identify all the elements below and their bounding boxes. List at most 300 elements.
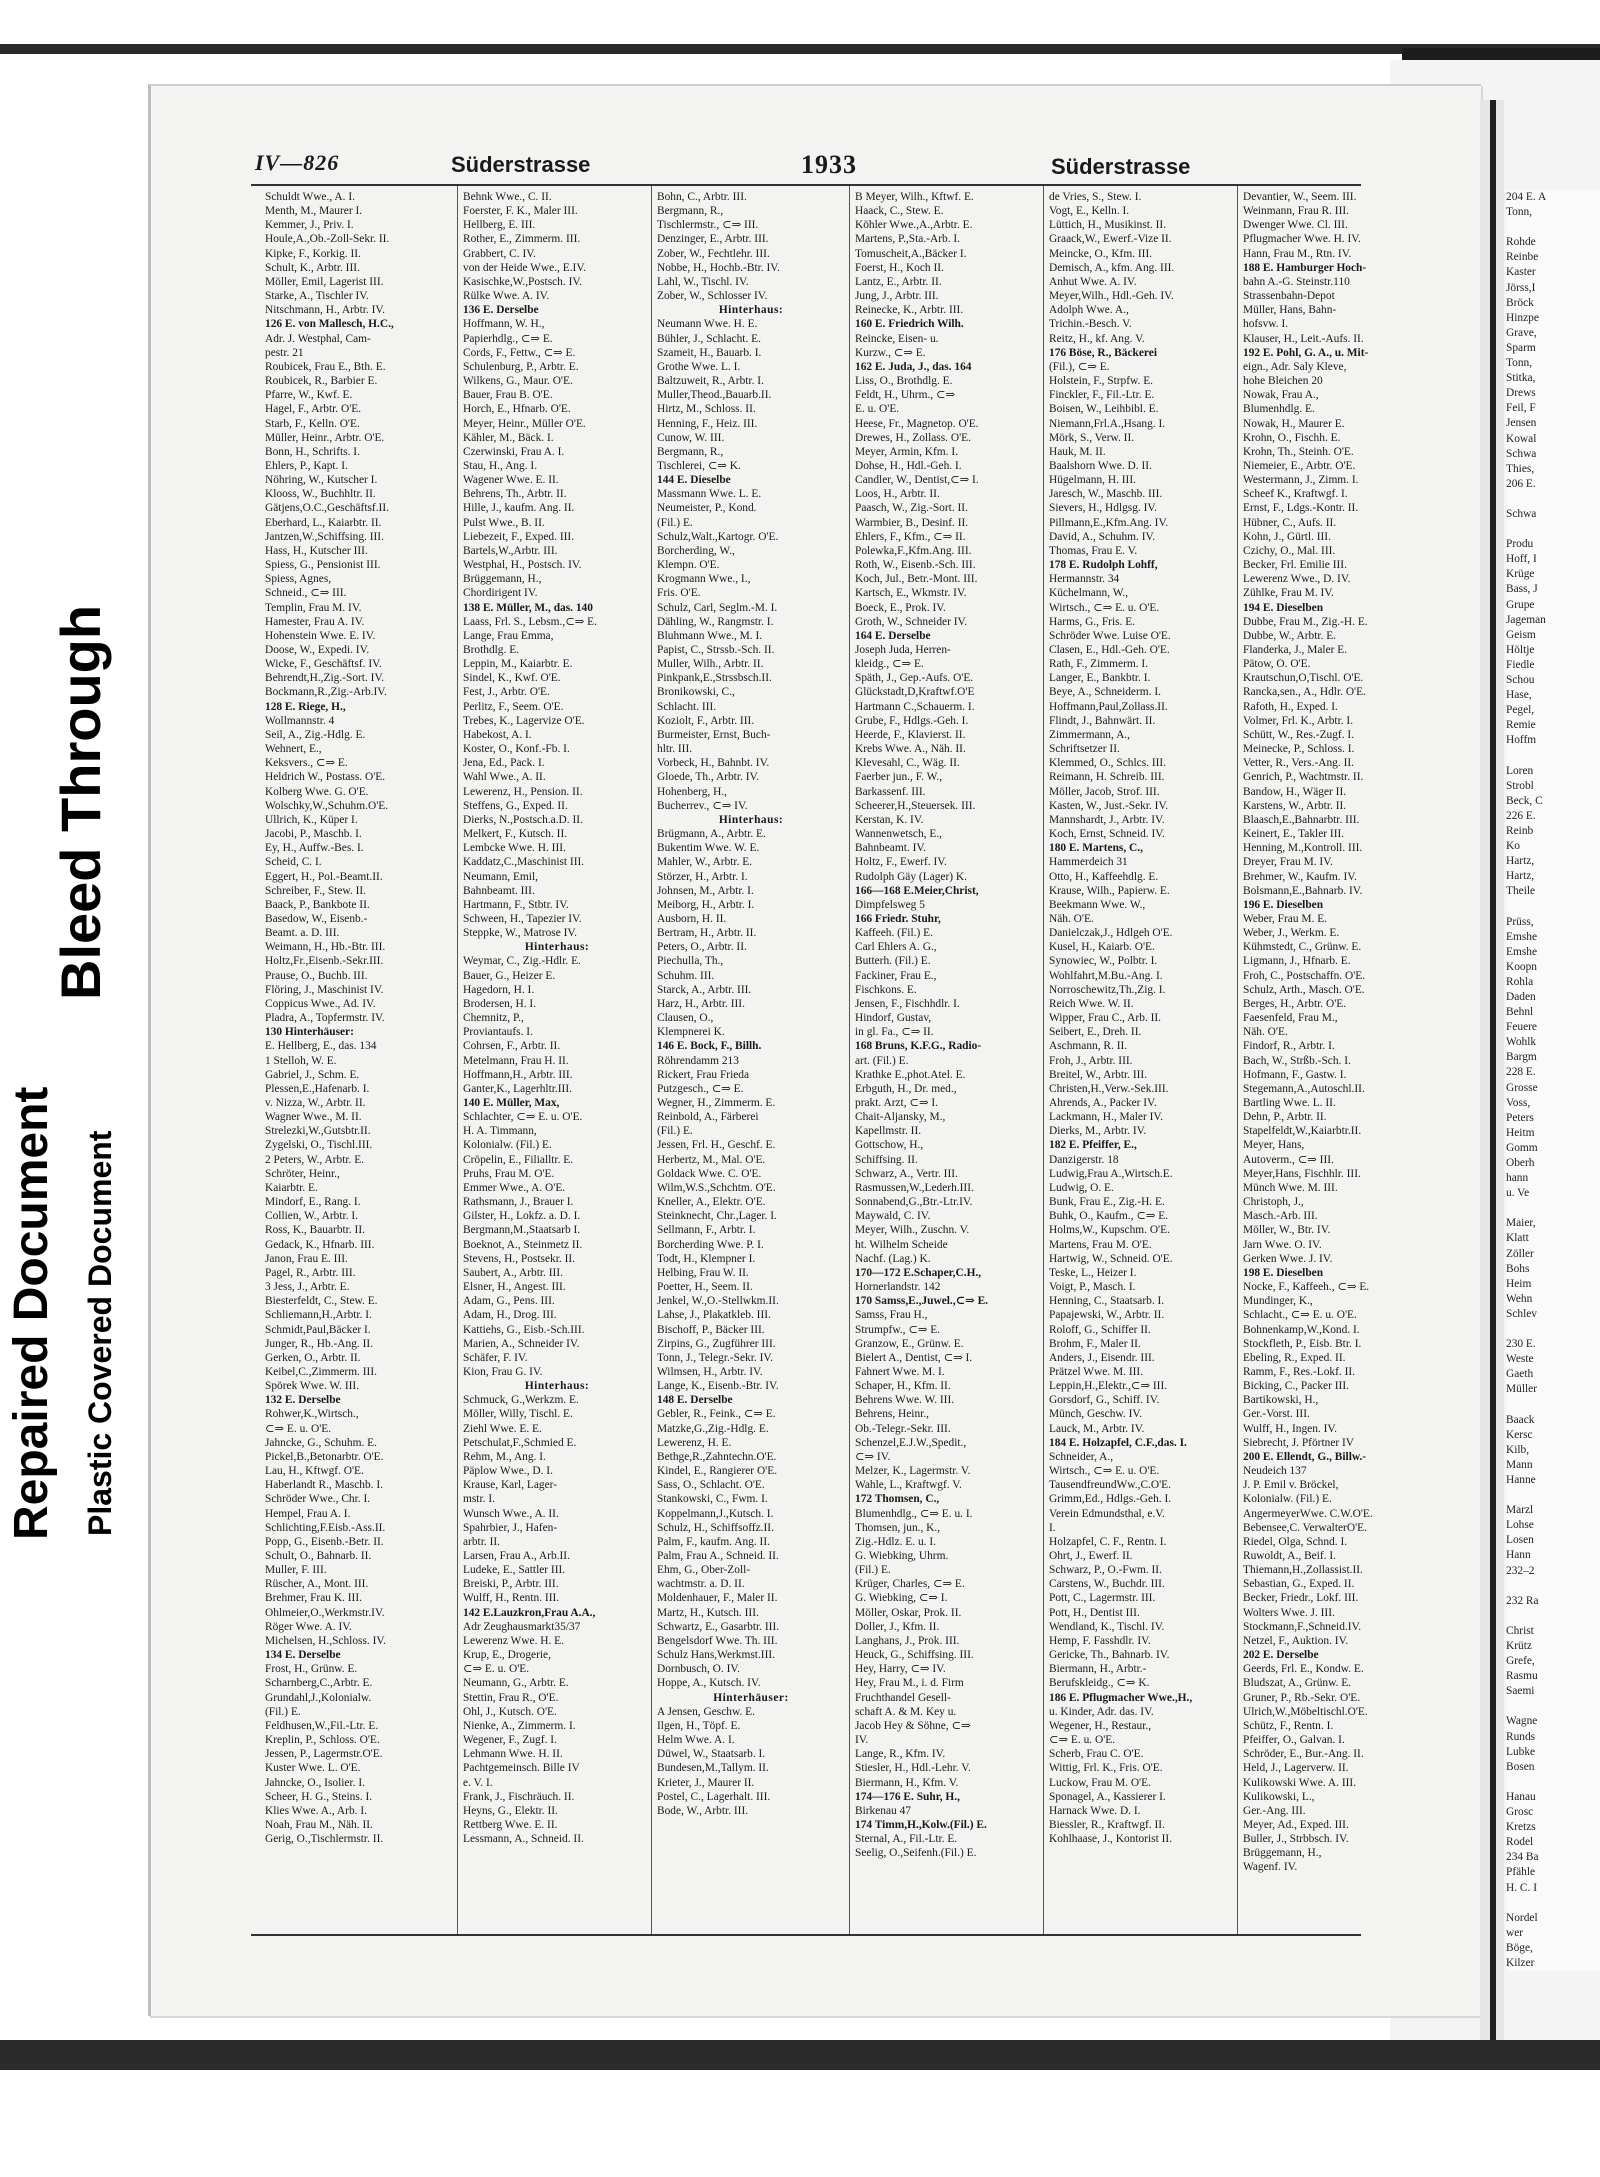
directory-entry: Spiess, Agnes, (265, 573, 332, 586)
directory-entry: Harms, G., Fris. E. (1049, 615, 1136, 628)
directory-entry: Zober, W., Fechtlehr. III. (657, 247, 770, 260)
directory-entry: Wahl Wwe., A. II. (463, 771, 546, 784)
directory-entry: Schreiber, F., Stew. II. (265, 884, 367, 897)
strip-entry (1506, 1488, 1600, 1503)
directory-entry: Müller, Hans, Bahn- (1243, 304, 1337, 317)
directory-entry: Bonn, H., Schrifts. I. (265, 445, 360, 458)
directory-entry: Nachf. (Lag.) K. (855, 1252, 931, 1265)
directory-entry: Flindt, J., Bahnwärt. II. (1049, 714, 1156, 727)
directory-entry: Lau, H., Kftwgf. O'E. (265, 1465, 364, 1478)
strip-entry: 228 E. (1506, 1066, 1536, 1079)
directory-entry: Meinecke, P., Schloss. I. (1243, 743, 1355, 756)
directory-entry: Hann, Frau M., Rtn. IV. (1243, 247, 1352, 260)
directory-entry: Fruchthandel Gesell- (855, 1691, 951, 1704)
directory-entry: Rath, F., Zimmerm. I. (1049, 658, 1149, 671)
directory-entry: Lüttich, H., Musikinst. II. (1049, 219, 1167, 232)
directory-entry: Ger.-Vorst. III. (1243, 1408, 1310, 1421)
strip-entry (1506, 1896, 1600, 1911)
directory-entry: Boeck, E., Prok. IV. (855, 601, 946, 614)
directory-entry: Granzow, E., Grünw. E. (855, 1337, 964, 1350)
directory-entry: Martens, P.,Sta.-Arb. I. (855, 233, 961, 246)
directory-entry: Sass, O., Schlacht. O'E. (657, 1479, 765, 1492)
label-plastic-covered-document: Plastic Covered Document (82, 1130, 118, 1536)
directory-entry: Bohnenkamp,W.,Kond. I. (1243, 1323, 1360, 1336)
directory-entry: Jacob Hey & Söhne, ⊂⇒ (855, 1719, 971, 1732)
directory-entry: Genrich, P., Wachtmstr. II. (1243, 771, 1364, 784)
strip-entry: Losen (1506, 1534, 1534, 1547)
strip-entry: Loren (1506, 764, 1534, 777)
directory-entry: 198 E. Dieselben (1243, 1266, 1324, 1279)
directory-entry: Jessen, P., Lagermstr.O'E. (265, 1748, 383, 1761)
directory-entry: Spörek Wwe. W. III. (265, 1380, 360, 1393)
directory-entry: Gätjens,O.C.,Geschäftsf.II. (265, 502, 389, 515)
directory-entry: Ohrt, J., Ewerf. II. (1049, 1550, 1133, 1562)
directory-entry: Gerig, O.,Tischlermstr. II. (265, 1833, 384, 1846)
directory-entry: Pulst Wwe., B. II. (463, 516, 545, 529)
directory-entry: Glückstadt,D,Kraftwf.O'E (855, 686, 975, 699)
directory-entry: Frost, H., Grünw. E. (265, 1663, 358, 1676)
directory-entry: Hornerlandstr. 142 (855, 1281, 941, 1294)
column-divider (651, 186, 652, 1934)
directory-entry: 2 Peters, W., Arbtr. E. (265, 1153, 365, 1166)
strip-entry: Krüge (1506, 568, 1535, 581)
directory-entry: Schiffsing. II. (855, 1153, 918, 1166)
directory-entry: Boisen, W., Leihbibl. E. (1049, 403, 1159, 416)
directory-entry: Dreyer, Frau M. IV. (1243, 856, 1333, 869)
directory-entry: Harnack Wwe. D. I. (1049, 1804, 1141, 1817)
strip-entry: Tonn, (1506, 357, 1533, 370)
directory-entry: Proviantaufs. I. (463, 1026, 533, 1039)
directory-entry: G. Wiebking, Uhrm. (855, 1550, 949, 1562)
directory-entry: Schröder, E., Bur.-Ang. II. (1243, 1748, 1364, 1761)
directory-entry: Kusel, H., Kaiarb. O'E. (1049, 941, 1155, 954)
directory-entry: Möller, Willy, Tischl. E. (463, 1408, 573, 1421)
strip-entry: Strobl (1506, 779, 1534, 792)
directory-entry: Meyer, Heinr., Müller O'E. (463, 417, 586, 430)
directory-entry: Weinmann, Frau R. III. (1243, 205, 1350, 218)
directory-entry: Klemmed, O., Schlcs. III. (1049, 757, 1167, 770)
directory-entry: Cröpelin, E., Filialltr. E. (463, 1153, 574, 1166)
directory-entry: Wagener Wwe. E. II. (463, 474, 559, 487)
directory-entry: Burmeister, Ernst, Buch- (657, 728, 771, 741)
directory-entry: Kolonialw. (Fil.) E. (463, 1139, 552, 1152)
directory-entry: Scheid, C. I. (265, 856, 322, 869)
strip-entry: Reinb (1506, 824, 1534, 837)
strip-entry: Wohlk (1506, 1036, 1537, 1049)
directory-entry: Meyer, Wilh., Zuschn. V. (855, 1224, 970, 1237)
directory-entry: Otto, H., Kaffeehdlg. E. (1049, 870, 1159, 883)
directory-entry: Trebes, K., Lagervize O'E. (463, 714, 585, 727)
directory-entry: Rülke Wwe. A. IV. (463, 290, 550, 303)
directory-entry: u. Kinder, Adr. das. IV. (1049, 1705, 1154, 1718)
directory-entry: Niemeier, E., Arbtr. O'E. (1243, 459, 1356, 472)
directory-entry: Zirpins, G., Zugführer III. (657, 1337, 776, 1350)
strip-entry (1506, 220, 1600, 235)
strip-entry: Baack (1506, 1413, 1535, 1426)
directory-entry: Thiemann,H.,Zollassist.II. (1243, 1564, 1363, 1577)
directory-entry: Bucherrev., ⊂⇒ IV. (657, 799, 748, 812)
directory-entry: Ausborn, H. II. (657, 912, 727, 925)
directory-entry: Hinterhäuser: (713, 1691, 789, 1704)
directory-entry: Tischlerei, ⊂⇒ K. (657, 459, 741, 472)
directory-entry: Biermann, H., Arbtr.- (1049, 1663, 1147, 1676)
directory-entry: Jung, J., Arbtr. III. (855, 290, 939, 303)
strip-entry: Produ (1506, 538, 1534, 551)
strip-entry: Bröck (1506, 296, 1534, 309)
directory-entry: Hermannstr. 34 (1049, 573, 1120, 586)
directory-entry: Wegener, H., Restaur., (1049, 1719, 1152, 1732)
directory-entry: Köhler Wwe.,A.,Arbtr. E. (855, 219, 973, 232)
directory-entry: Rudolph Gäy (Lager) K. (855, 870, 967, 883)
strip-entry: Hoff, I (1506, 553, 1537, 566)
strip-entry: wer (1506, 1926, 1524, 1939)
directory-entry: Kartsch, E., Wkmstr. IV. (855, 587, 967, 600)
directory-entry: Kasischke,W.,Postsch. IV. (463, 275, 582, 288)
strip-entry: Schwa (1506, 507, 1537, 520)
directory-entry: e. V. I. (463, 1776, 493, 1789)
directory-entry: Trichin.-Besch. V. (1049, 318, 1132, 331)
directory-entry: Froh, C., Postschaffn. O'E. (1243, 969, 1366, 982)
directory-entry: Sellmann, F., Arbtr. I. (657, 1224, 756, 1237)
directory-entry: Kaiarbtr. E. (265, 1181, 318, 1194)
directory-entry: Lewerenz, H., Pension. II. (463, 785, 583, 798)
page-year: 1933 (801, 150, 857, 179)
column-divider (457, 186, 458, 1934)
directory-entry: 148 E. Derselbe (657, 1394, 733, 1407)
strip-entry: Bass, J (1506, 583, 1538, 596)
directory-entry: prakt. Arzt, ⊂⇒ I. (855, 1097, 938, 1109)
directory-entry: Schlichting,F.Eisb.-Ass.II. (265, 1521, 386, 1534)
directory-entry: Hoffmann,Paul,Zollass.II. (1049, 700, 1168, 713)
directory-entry: Schneid., ⊂⇒ III. (265, 587, 347, 600)
directory-entry: Bundesen,M.,Tallym. II. (657, 1762, 769, 1775)
strip-entry: Hoffm (1506, 734, 1537, 747)
strip-entry: Bosen (1506, 1760, 1535, 1773)
directory-entry: Bach, W., Strßb.-Sch. I. (1243, 1054, 1351, 1067)
directory-entry: Schulz Hans,Werkmst.III. (657, 1649, 776, 1662)
directory-entry: Heyns, G., Elektr. II. (463, 1804, 558, 1817)
directory-entry: Bischoff, P., Bäcker III. (657, 1323, 765, 1336)
directory-entry: Habekost, A. I. (463, 728, 532, 741)
directory-entry: Hinterhaus: (718, 813, 784, 826)
strip-entry: Fiedle (1506, 658, 1535, 671)
directory-entry: Wendland, K., Tischl. IV. (1049, 1620, 1165, 1633)
directory-entry: Synowiec, W., Polbtr. I. (1049, 955, 1158, 968)
directory-entry: Hartwig, W., Schneid. O'E. (1049, 1252, 1173, 1265)
directory-entry: Koziolt, F., Arbtr. III. (657, 714, 755, 727)
directory-entry: eign., Adr. Saly Kleve, (1243, 360, 1347, 373)
directory-entry: v. Nizza, W., Arbtr. II. (265, 1097, 366, 1109)
directory-entry: 174 Timm,H.,Kolw.(Fil.) E. (855, 1818, 987, 1831)
directory-entry: Kaffeeh. (Fil.) E. (855, 927, 933, 940)
directory-entry: Bergmann, R., (657, 205, 724, 218)
directory-entry: Cunow, W. III. (657, 431, 725, 444)
directory-entry: Reimann, H. Schreib. III. (1049, 771, 1165, 784)
directory-entry: Jantzen,W.,Schiffsing. III. (265, 530, 384, 543)
directory-entry: Candler, W., Dentist,⊂⇒ I. (855, 474, 979, 487)
directory-entry: 166—168 E.Meier,Christ, (855, 884, 979, 897)
strip-entry: Tonn, (1506, 206, 1533, 219)
directory-entry: Graack,W., Ewerf.-Vize II. (1049, 233, 1172, 246)
strip-entry: 232–2 (1506, 1564, 1535, 1577)
directory-entry: Ob.-Telegr.-Sekr. III. (855, 1422, 951, 1435)
directory-entry: Nobbe, H., Hochb.-Btr. IV. (657, 261, 780, 274)
directory-entry: Spiess, G., Pensionist III. (265, 559, 381, 572)
directory-entry: 144 E. Dieselbe (657, 474, 731, 487)
directory-entry: Kulikowski Wwe. A. III. (1243, 1776, 1357, 1789)
directory-entry: Neumann, Emil, (463, 870, 538, 883)
directory-entry: Samss, Frau H., (855, 1309, 928, 1322)
directory-entry: Neudeich 137 (1243, 1465, 1307, 1478)
directory-entry: Pickel,B.,Betonarbtr. O'E. (265, 1450, 384, 1463)
directory-entry: Lauck, M., Arbtr. IV. (1049, 1422, 1145, 1435)
directory-entry: Lembcke Wwe. H. III. (463, 842, 566, 855)
strip-entry: Grefe, (1506, 1655, 1535, 1668)
directory-entry: Paasch, W., Zig.-Sort. II. (855, 502, 968, 515)
directory-entry: Sponagel, A., Kassierer I. (1049, 1790, 1166, 1803)
directory-entry: 3 Jess, J., Arbtr. E. (265, 1281, 350, 1294)
directory-entry: Keksvers., ⊂⇒ E. (265, 757, 348, 770)
strip-entry: Kaster (1506, 266, 1536, 279)
directory-entry: Luckow, Frau M. O'E. (1049, 1776, 1151, 1789)
directory-entry: Schütz, F., Rentn. I. (1243, 1719, 1334, 1732)
directory-entry: Blumenhdlg., ⊂⇒ E. u. I. (855, 1507, 973, 1520)
directory-entry: Muller, Wilh., Arbtr. II. (657, 658, 764, 671)
directory-entry: Adr Zeughausmarkt35/37 (463, 1620, 581, 1633)
directory-entry: Neumeister, P., Kond. (657, 502, 757, 515)
directory-entry: Pruhs, Frau M. O'E. (463, 1167, 555, 1180)
directory-entry: Templin, Frau M. IV. (265, 601, 362, 614)
directory-entry: (Fil.), ⊂⇒ E. (1049, 360, 1110, 373)
directory-entry: Schliemann,H.,Arbtr. I. (265, 1309, 372, 1322)
directory-entry: Lahse, J., Plakatkleb. III. (657, 1309, 771, 1322)
strip-entry: Peters (1506, 1111, 1534, 1124)
directory-entry: Geerds, Frl. E., Kondw. E. (1243, 1663, 1364, 1676)
directory-entry: Baack, P., Bankbote II. (265, 898, 370, 911)
directory-entry: Butterh. (Fil.) E. (855, 955, 931, 968)
directory-entry: 164 E. Derselbe (855, 629, 931, 642)
strip-entry: Theile (1506, 885, 1536, 898)
directory-entry: Haack, C., Stew. E. (855, 205, 944, 218)
directory-entry: Lewerenz, H. E. (657, 1436, 732, 1449)
directory-entry: Krieter, J., Maurer II. (657, 1776, 755, 1789)
directory-entry: Krup, E., Drogerie, (463, 1649, 551, 1662)
directory-entry: Müller, Heinr., Arbtr. O'E. (265, 431, 385, 444)
directory-entry: Thomsen, jun., K., (855, 1521, 941, 1534)
directory-entry: Johnsen, M., Arbtr. I. (657, 884, 754, 897)
directory-entry: Pfeiffer, O., Galvan. I. (1243, 1734, 1345, 1747)
directory-entry: Scheerer,H.,Steuersek. III. (855, 799, 976, 812)
directory-entry: Gebler, R., Feink., ⊂⇒ E. (657, 1408, 776, 1421)
directory-entry: Baltzuweit, R., Arbtr. I. (657, 375, 764, 388)
directory-entry: Brohm, F., Maler II. (1049, 1337, 1141, 1350)
strip-entry: Hartz, (1506, 855, 1535, 868)
strip-entry: Ko (1506, 840, 1520, 853)
directory-entry: Rehm, M., Ang. I. (463, 1450, 546, 1463)
strip-entry: Emshe (1506, 930, 1538, 943)
directory-entry: Chemnitz, P., (463, 1012, 524, 1025)
directory-entry: Pinkpank,E.,Strssbsch.II. (657, 672, 772, 685)
column-divider (1237, 186, 1238, 1934)
directory-entry: Palm, Frau A., Schneid. II. (657, 1550, 779, 1562)
directory-entry: Nocke, F., Kaffeeh., ⊂⇒ E. (1243, 1281, 1370, 1294)
directory-entry: Roloff, G., Schiffer II. (1049, 1323, 1151, 1336)
directory-entry: Leppin,H.,Elektr.,⊂⇒ III. (1049, 1380, 1168, 1393)
directory-entry: Martens, Frau M. O'E. (1049, 1238, 1152, 1251)
strip-entry: Hanne (1506, 1473, 1536, 1486)
strip-entry: Runds (1506, 1730, 1536, 1743)
strip-entry: Bargm (1506, 1051, 1537, 1064)
directory-entry: Breitel, W., Arbtr. III. (1049, 1068, 1148, 1081)
strip-entry: Behnl (1506, 1006, 1534, 1019)
directory-entry: Hartmann, F., Stbtr. IV. (463, 898, 569, 911)
directory-entry: Feldhusen,W.,Fil.-Ltr. E. (265, 1719, 379, 1732)
directory-entry: Findorf, R., Arbtr. I. (1243, 1040, 1335, 1053)
directory-entry: Boeknot, A., Steinmetz II. (463, 1238, 583, 1251)
directory-entry: Jacobi, P., Maschb. I. (265, 828, 362, 841)
directory-entry: Weber, Frau M. E. (1243, 912, 1328, 925)
directory-entry: Lewerenz Wwe., D. IV. (1243, 573, 1351, 586)
directory-entry: Bühler, J., Schlacht. E. (657, 332, 761, 345)
directory-entry: Henning, M.,Kontroll. III. (1243, 842, 1363, 855)
strip-entry: Marzl (1506, 1504, 1534, 1517)
directory-entry: Kerstan, K. IV. (855, 813, 924, 826)
directory-entry: Junger, R., Hb.-Ang. II. (265, 1337, 374, 1350)
directory-entry: Koch, Ernst, Schneid. IV. (1049, 828, 1165, 841)
directory-entry: 180 E. Martens, C., (1049, 842, 1143, 855)
directory-entry: Holzapfel, C. F., Rentn. I. (1049, 1535, 1167, 1548)
directory-entry: Wilmsen, H., Arbtr. IV. (657, 1365, 763, 1378)
directory-entry: Chordirigent IV. (463, 587, 538, 600)
directory-entry: Nöhring, W., Kutscher I. (265, 474, 378, 487)
directory-entry: Dehn, P., Arbtr. II. (1243, 1111, 1327, 1124)
directory-entry: Peters, O., Arbtr. II. (657, 941, 747, 954)
directory-entry: Hagel, F., Arbtr. O'E. (265, 403, 362, 416)
strip-entry (1506, 899, 1600, 914)
directory-entry: Krohn, Th., Steinh. O'E. (1243, 445, 1354, 458)
directory-entry: Meyer, Armin, Kfm. I. (855, 445, 958, 458)
directory-entry: Schütt, W., Res.-Zugf. I. (1243, 728, 1355, 741)
directory-entry: Mahler, W., Arbtr. E. (657, 856, 753, 869)
directory-entry: Behrens, Heinr., (855, 1408, 930, 1421)
directory-entry: Beamt. a. D. III. (265, 927, 340, 940)
directory-entry: Hoffmann,H., Arbtr. III. (463, 1068, 573, 1081)
strip-entry: Klatt (1506, 1232, 1529, 1245)
page-gutter (1490, 100, 1496, 2040)
directory-entry: H. A. Timmann, (463, 1125, 537, 1138)
directory-entry: Carstens, W., Buchdr. III. (1049, 1578, 1165, 1591)
directory-entry: Mundinger, K., (1243, 1295, 1313, 1308)
directory-entry: 138 E. Müller, M., das. 140 (463, 601, 593, 614)
directory-entry: Kolonialw. (Fil.) E. (1243, 1493, 1332, 1506)
strip-entry: Bohs (1506, 1262, 1530, 1275)
directory-entry: hofsvw. I. (1243, 318, 1289, 331)
directory-entry: Goldack Wwe. C. O'E. (657, 1167, 762, 1180)
directory-entry: Gottschow, H., (855, 1139, 924, 1152)
directory-entry: Schaper, H., Kfm. II. (855, 1380, 951, 1393)
strip-entry: 232 Ra (1506, 1594, 1539, 1607)
directory-entry: Putzgesch., ⊂⇒ E. (657, 1082, 744, 1095)
directory-entry: Kipke, F., Korkig. II. (265, 247, 361, 260)
directory-entry: Berufskleidg., ⊂⇒ K. (1049, 1677, 1150, 1690)
directory-entry: Ramm, F., Res.-Lokf. II. (1243, 1365, 1356, 1378)
directory-entry: Stapelfeldt,W.,Kaiarbtr.II. (1243, 1125, 1362, 1138)
directory-entry: 136 E. Derselbe (463, 304, 539, 317)
directory-entry: Ahrends, A., Packer IV. (1049, 1097, 1157, 1109)
directory-entry: Ludeke, E., Sattler III. (463, 1564, 566, 1577)
directory-entry: Voigt, P., Masch. I. (1049, 1281, 1136, 1294)
directory-entry: Eggert, H., Pol.-Beamt.II. (265, 870, 383, 883)
directory-entry: 130 Hinterhäuser: (265, 1026, 354, 1039)
directory-entry: Schlachter, ⊂⇒ E. u. O'E. (463, 1111, 583, 1124)
directory-entry: Ligmann, J., Hfnarb. E. (1243, 955, 1351, 968)
directory-entry: Meyer,Hans, Fischhlr. III. (1243, 1167, 1361, 1180)
directory-entry: A Jensen, Geschw. E. (657, 1705, 755, 1718)
strip-entry: Feil, F (1506, 402, 1536, 415)
directory-entry: Rohwer,K.,Wirtsch., (265, 1408, 359, 1421)
directory-entry: Wulff, H., Rentn. III. (463, 1592, 560, 1605)
directory-entry: Michelsen, H.,Schloss. IV. (265, 1634, 386, 1647)
strip-entry: Grave, (1506, 326, 1537, 339)
directory-entry: Volmer, Frl. K., Arbtr. I. (1243, 714, 1354, 727)
directory-entry: Muller,Theod.,Bauarb.II. (657, 389, 772, 402)
directory-entry: Hagedorn, H. I. (463, 983, 535, 996)
directory-entry: Kion, Frau G. IV. (463, 1365, 543, 1378)
street-name-left: Süderstrasse (451, 152, 591, 177)
directory-entry: Wipper, Frau C., Arb. II. (1049, 1012, 1162, 1025)
directory-entry: 132 E. Derselbe (265, 1394, 341, 1407)
directory-entry: Mindorf, E., Rang. I. (265, 1196, 361, 1209)
directory-entry: Rickert, Frau Frieda (657, 1068, 750, 1081)
directory-entry: Krause, Karl, Lager- (463, 1479, 558, 1492)
strip-entry: Maier, (1506, 1217, 1536, 1230)
directory-entry: Seibert, E., Dreh. II. (1049, 1026, 1142, 1039)
directory-entry: Frank, J., Fischräuch. II. (463, 1790, 575, 1803)
directory-entry: Siebrecht, J. Pförtner IV (1243, 1436, 1355, 1449)
strip-entry: 234 Ba (1506, 1851, 1539, 1864)
directory-entry: Ey, H., Auffw.-Bes. I. (265, 842, 364, 855)
directory-entry: Herbertz, M., Mal. O'E. (657, 1153, 766, 1166)
directory-entry: Meincke, O., Kfm. III. (1049, 247, 1153, 260)
directory-entry: Schult, K., Arbtr. III. (265, 261, 360, 274)
directory-entry: Gilster, H., Lokfz. a. D. I. (463, 1210, 581, 1223)
directory-entry: Strassenbahn-Depot (1243, 290, 1335, 303)
directory-entry: Karstens, W., Arbtr. II. (1243, 799, 1347, 812)
directory-entry: Meyer, Ad., Exped. III. (1243, 1818, 1349, 1831)
directory-entry: Heese, Fr., Magnetop. O'E. (855, 417, 979, 430)
directory-column-4 (855, 190, 1043, 1860)
strip-entry: Wehn (1506, 1292, 1533, 1305)
directory-entry: Sievers, H., Hdlgsg. IV. (1049, 502, 1157, 515)
directory-entry: Henning, F., Heiz. III. (657, 417, 758, 430)
directory-entry: Klempn. O'E. (657, 559, 720, 572)
directory-entry: Drewes, H., Zollass. O'E. (855, 431, 971, 444)
directory-entry: Bohn, C., Arbtr. III. (657, 191, 747, 203)
directory-entry: Beekmann Wwe. W., (1049, 898, 1146, 911)
directory-entry: Grimm,Ed., Hdlgs.-Geh. I. (1049, 1493, 1172, 1506)
directory-entry: Nowak, H., Maurer E. (1243, 417, 1345, 430)
directory-entry: Schneider, A., (1049, 1450, 1114, 1463)
directory-entry: Schwarz, A., Vertr. III. (855, 1167, 958, 1180)
directory-entry: 186 E. Pflugmacher Wwe.,H., (1049, 1691, 1193, 1704)
directory-column-2 (463, 190, 651, 1846)
directory-column-5 (1049, 190, 1237, 1846)
directory-entry: Postel, C., Lagerhalt. III. (657, 1790, 771, 1803)
directory-entry: Ehm, G., Ober-Zoll- (657, 1564, 751, 1577)
directory-entry: Hohenberg, H., (657, 785, 728, 798)
directory-entry: Reinbold, A., Färberei (657, 1111, 759, 1124)
directory-entry: Langhans, J., Prok. III. (855, 1634, 960, 1647)
